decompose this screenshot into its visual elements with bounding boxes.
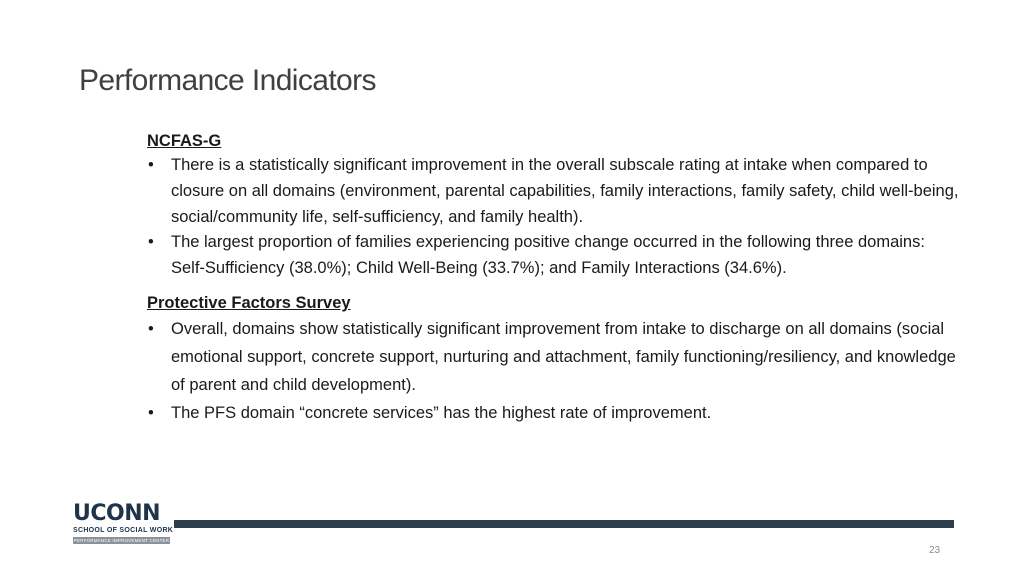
bullet-text: Overall, domains show statistically significant improvement from intake to discharge on all domains (social emotional support, concrete support, nurturing and attachment, family functioning/resiliency, and knowledge of parent and child development). (171, 319, 956, 394)
bullet-item (147, 230, 962, 282)
footer-divider-bar (174, 520, 954, 528)
bullet-item (147, 315, 962, 399)
bullet-icon: • (148, 233, 154, 252)
bullet-icon: • (148, 403, 154, 422)
bullet-icon: • (148, 319, 154, 338)
logo-wordmark: UCONN (73, 501, 161, 526)
section-protective-factors-survey (147, 292, 962, 427)
bullet-text: The largest proportion of families experiencing positive change occurred in the following three domains: Self-Sufficiency (38.0%); Child Well-Being (33.7%); and Family Interactions (34.6%). (171, 233, 925, 278)
slide-title: Performance Indicators (79, 64, 376, 97)
section-ncfas-g (147, 130, 962, 282)
logo-center-name: PERFORMANCE IMPROVEMENT CENTER (73, 538, 170, 543)
uconn-logo (73, 501, 174, 544)
bullet-list-ncfas-g (147, 153, 962, 282)
bullet-item (147, 399, 962, 427)
bullet-text: There is a statistically significant improvement in the overall subscale rating at intake when compared to closure on all domains (environment, parental capabilities, family interactions, family safety, child well-being, social/community life, self-sufficiency, and family health). (171, 156, 959, 226)
section-heading-ncfas-g: NCFAS-G (147, 132, 222, 150)
bullet-item (147, 153, 962, 230)
page-number: 23 (929, 545, 941, 556)
section-heading-pfs: Protective Factors Survey (147, 293, 351, 312)
bullet-text: The PFS domain “concrete services” has the highest rate of improvement. (171, 403, 712, 422)
logo-school-name: SCHOOL OF SOCIAL WORK (73, 527, 174, 534)
bullet-list-pfs (147, 315, 962, 427)
slide-content (147, 130, 962, 427)
bullet-icon: • (148, 156, 154, 174)
